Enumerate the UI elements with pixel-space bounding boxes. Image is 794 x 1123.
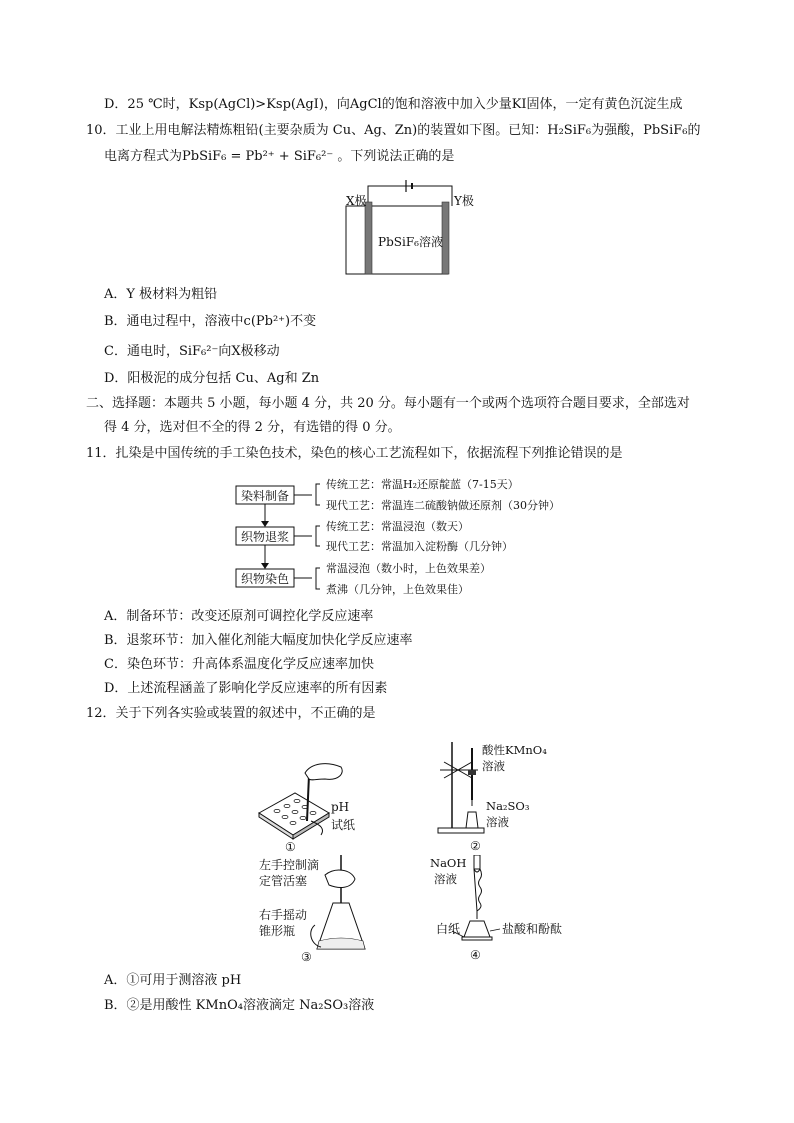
q11-option-d: D．上述流程涵盖了影响化学反应速率的所有因素	[104, 681, 388, 696]
flow-step3-soak: 常温浸泡（数小时，上色效果差）	[326, 562, 491, 575]
fig3-number: ③	[301, 950, 312, 964]
q12-figure3-hand-titration	[255, 855, 375, 967]
q10-stem-line2: 电离方程式为PbSiF₆ = Pb²⁺ + SiF₆²⁻ 。下列说法正确的是	[104, 149, 455, 164]
fig4-label-naoh: NaOH	[430, 856, 467, 870]
q10-stem-line1: 10．工业上用电解法精炼粗铅(主要杂质为 Cu、Ag、Zn)的装置如下图。已知：H₂SiF₆为强酸，PbSiF₆的	[86, 123, 701, 138]
q9-option-d: D．25 ℃时，Ksp(AgCl)>Ksp(AgI)，向AgCl的饱和溶液中加入少量KI固体，一定有黄色沉淀生成	[104, 97, 683, 112]
fig3-label-right2: 锥形瓶	[259, 924, 296, 938]
fig2-label-na2so3: Na₂SO₃	[486, 799, 530, 813]
q11-flowchart	[234, 470, 604, 600]
fig3-label-left2: 定管活塞	[259, 874, 308, 888]
q10-option-b: B．通电过程中，溶液中c(Pb²⁺)不变	[104, 314, 317, 329]
fig2-number: ②	[470, 839, 481, 853]
q12-figure1-ph-test	[255, 755, 365, 855]
q10-electrolysis-figure	[340, 178, 480, 278]
fig1-number: ①	[285, 840, 296, 854]
flow-step1-traditional: 传统工艺：常温H₂还原靛蓝（7-15天）	[326, 478, 519, 491]
flow-step2-traditional: 传统工艺：常温浸泡（数天）	[326, 520, 469, 533]
fig1-label-ph: pH	[331, 800, 350, 814]
flow-step2-modern: 现代工艺：常温加入淀粉酶（几分钟）	[326, 540, 513, 553]
y-electrode-label: Y极	[454, 194, 474, 208]
fig4-number: ④	[470, 948, 481, 962]
x-electrode-label: X极	[346, 194, 367, 208]
flow-step3: 织物染色	[241, 572, 290, 586]
section2-heading-line1: 二、选择题：本题共 5 小题，每小题 4 分，共 20 分。每小题有一个或两个选项符合题目要求，全部选对	[86, 396, 690, 411]
fig4-label-white-paper: 白纸	[436, 922, 461, 936]
fig3-label-left1: 左手控制滴	[259, 858, 320, 872]
fig2-label-kmno4: 酸性KMnO₄	[482, 743, 547, 757]
fig3-label-right1: 右手摇动	[259, 908, 308, 922]
fig4-label-hcl-phenolphthalein: 盐酸和酚酞	[502, 922, 563, 936]
solution-label: PbSiF₆溶液	[378, 235, 443, 249]
flow-step2: 织物退浆	[241, 530, 290, 544]
q10-option-a: A．Y 极材料为粗铅	[104, 287, 218, 302]
fig2-label-solution1: 溶液	[482, 759, 505, 773]
q10-option-d: D．阳极泥的成分包括 Cu、Ag和 Zn	[104, 371, 320, 386]
q11-option-a: A．制备环节：改变还原剂可调控化学反应速率	[104, 609, 374, 624]
q12-figure4-naoh-titration	[430, 855, 590, 967]
q11-option-c: C．染色环节：升高体系温度化学反应速率加快	[104, 657, 374, 672]
fig4-label-solution: 溶液	[434, 872, 457, 886]
section2-heading-line2: 得 4 分，选对但不全的得 2 分，有选错的得 0 分。	[104, 420, 401, 435]
fig1-label-paper: 试纸	[331, 818, 356, 832]
flow-step1: 染料制备	[241, 489, 290, 503]
q10-option-c: C．通电时，SiF₆²⁻向X极移动	[104, 344, 280, 359]
q12-option-a: A．①可用于测溶液 pH	[104, 973, 242, 988]
q11-stem: 11．扎染是中国传统的手工染色技术，染色的核心工艺流程如下，依据流程下列推论错误的是	[86, 446, 623, 461]
q12-figure2-titration	[430, 740, 550, 856]
q12-option-b: B．②是用酸性 KMnO₄溶液滴定 Na₂SO₃溶液	[104, 998, 375, 1013]
q11-option-b: B．退浆环节：加入催化剂能大幅度加快化学反应速率	[104, 633, 413, 648]
fig2-label-solution2: 溶液	[486, 815, 509, 829]
flow-step1-modern: 现代工艺：常温连二硫酸钠做还原剂（30分钟）	[326, 499, 560, 512]
flow-step3-boil: 煮沸（几分钟，上色效果佳）	[326, 583, 469, 596]
q12-stem: 12．关于下列各实验或装置的叙述中，不正确的是	[86, 706, 376, 721]
